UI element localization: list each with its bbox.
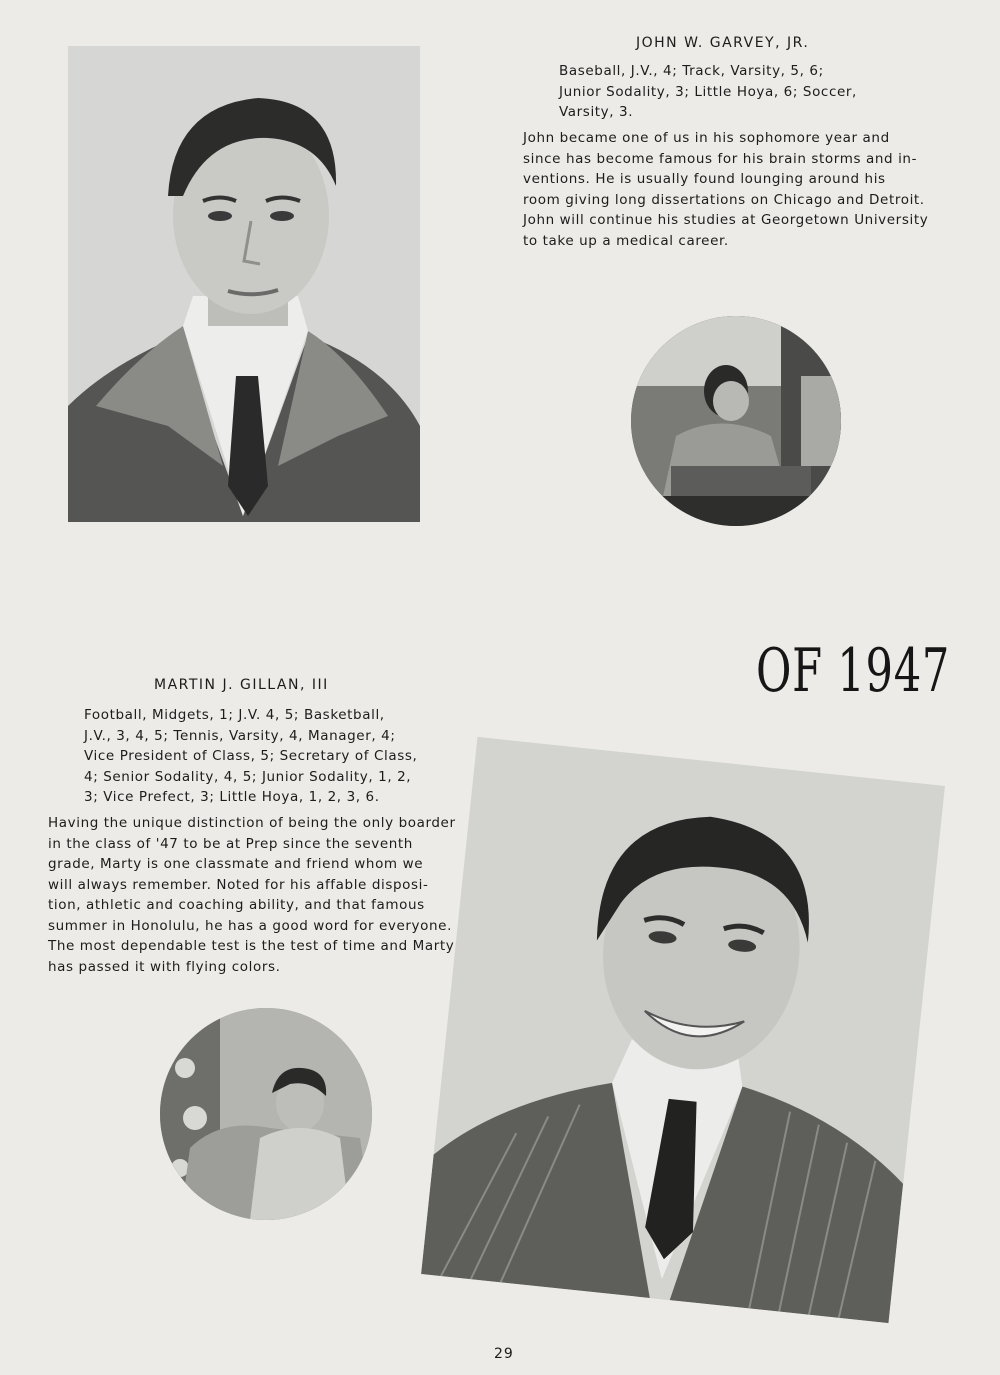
gillan-name: MARTIN J. GILLAN, III bbox=[154, 677, 329, 693]
garvey-portrait-photo bbox=[68, 46, 420, 522]
bio-line: has passed it with flying colors. bbox=[48, 958, 281, 975]
bio-line: John became one of us in his sophomore year and bbox=[523, 130, 890, 146]
activities-line: Vice President of Class, 5; Secretary of Class, bbox=[84, 748, 418, 764]
garvey-activities bbox=[559, 61, 857, 123]
activities-line: J.V., 3, 4, 5; Tennis, Varsity, 4, Manager, 4; bbox=[84, 727, 396, 744]
garvey-bio bbox=[523, 128, 928, 251]
garvey-candid-photo bbox=[631, 316, 841, 526]
bio-line: tion, athletic and coaching ability, and that famous bbox=[48, 897, 425, 913]
gillan-candid-photo bbox=[160, 1008, 372, 1220]
garvey-name: JOHN W. GARVEY, JR. bbox=[636, 35, 810, 51]
gillan-portrait-photo bbox=[421, 737, 945, 1323]
gillan-portrait-frame bbox=[421, 737, 945, 1323]
activities-line: 4; Senior Sodality, 4, 5; Junior Sodality, 1, 2, bbox=[84, 768, 412, 785]
bio-line: Having the unique distinction of being the only boarder bbox=[48, 815, 456, 831]
bio-line: since has become famous for his brain storms and in- bbox=[523, 150, 918, 167]
gillan-bio bbox=[48, 813, 456, 977]
bio-line: John will continue his studies at Georgetown University bbox=[523, 212, 929, 228]
bio-line: will always remember. Noted for his affable disposi- bbox=[48, 876, 429, 893]
activities-line: Varsity, 3. bbox=[559, 104, 634, 120]
activities-line: 3; Vice Prefect, 3; Little Hoya, 1, 2, 3, 6. bbox=[84, 789, 380, 805]
class-year-heading: OF 1947 bbox=[756, 636, 951, 706]
bio-line: grade, Marty is one classmate and friend whom we bbox=[48, 856, 424, 872]
bio-line: room giving long dissertations on Chicago and Detroit. bbox=[523, 191, 925, 208]
activities-line: Junior Sodality, 3; Little Hoya, 6; Soccer, bbox=[559, 83, 857, 100]
page-number: 29 bbox=[494, 1346, 514, 1362]
bio-line: The most dependable test is the test of time and Marty bbox=[48, 938, 455, 954]
bio-line: to take up a medical career. bbox=[523, 232, 729, 249]
bio-line: in the class of '47 to be at Prep since the seventh bbox=[48, 835, 413, 852]
bio-line: summer in Honolulu, he has a good word for everyone. bbox=[48, 917, 452, 934]
activities-line: Football, Midgets, 1; J.V. 4, 5; Basketball, bbox=[84, 707, 385, 723]
bio-line: ventions. He is usually found lounging around his bbox=[523, 171, 886, 187]
activities-line: Baseball, J.V., 4; Track, Varsity, 5, 6; bbox=[559, 63, 824, 79]
gillan-activities bbox=[84, 705, 417, 808]
